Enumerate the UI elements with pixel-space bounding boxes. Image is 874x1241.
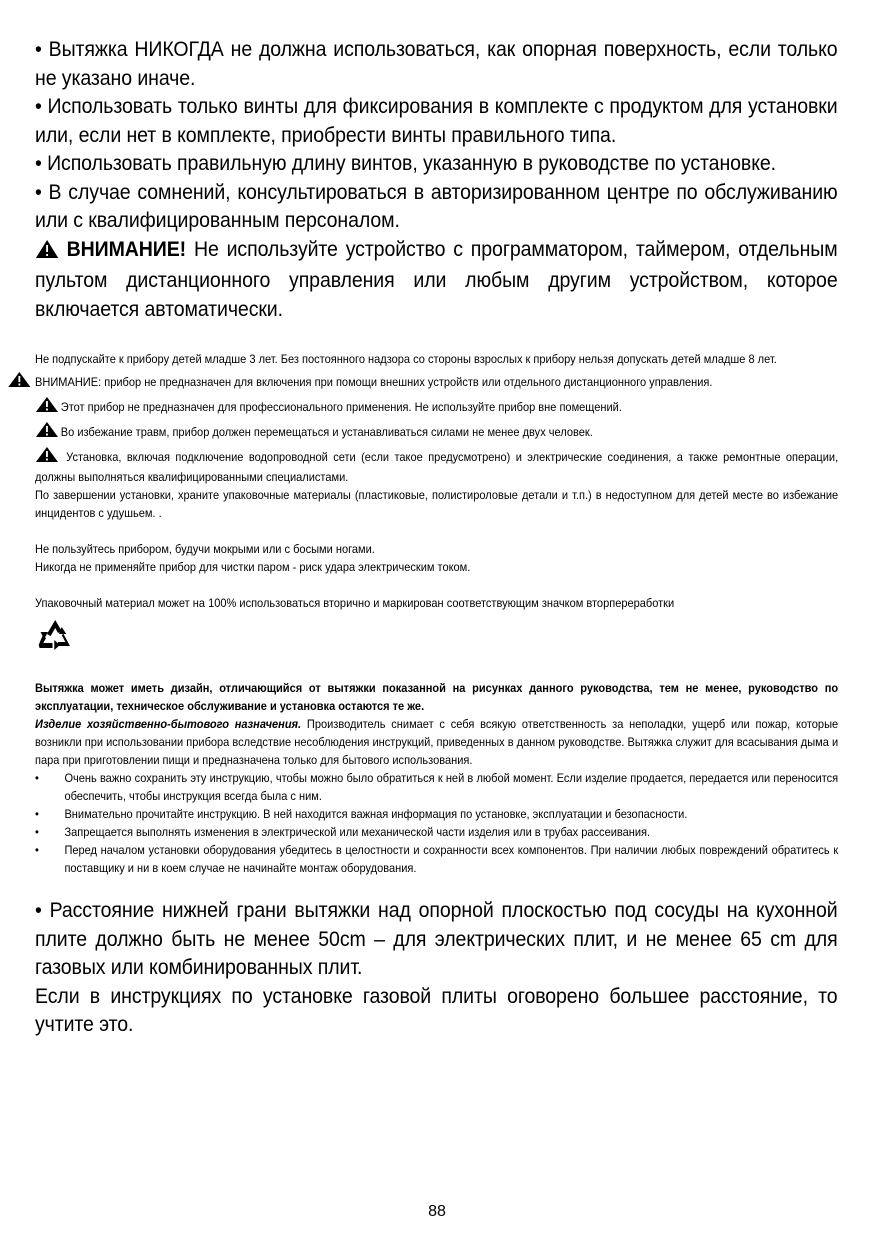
- household-purpose-note: [35, 715, 838, 769]
- warning-two-persons-text: Во избежание травм, прибор должен перемещаться и устанавливаться силами не менее двух человек.: [60, 425, 593, 439]
- main-warning: [35, 236, 838, 325]
- list-item: • Запрещается выполнять изменения в электрической или механической части изделия или в трубах рассеивания.: [35, 823, 838, 841]
- warning-two-persons: [35, 421, 838, 443]
- gas-stove-note: Если в инструкциях по установке газовой плиты оговорено большее расстояние, то учтите это.: [35, 984, 838, 1036]
- warning-triangle-icon: [35, 239, 67, 268]
- warning-qualified-installation: [35, 446, 838, 486]
- warning-triangle-icon: [35, 396, 61, 418]
- warning-text: Не используйте устройство с программатором, таймером, отдельным пультом дистанционного управления или любым другим устройством, которое включается автоматически.: [35, 237, 838, 321]
- list-item: • Перед началом установки оборудования убедитесь в целостности и сохранности всех компонентов. При наличии любых повреждений обратитесь к поставщику и ни в коем случае не начинайте монтаж оборудования.: [35, 841, 838, 877]
- warning-qualified-installation-text: Установка, включая подключение водопроводной сети (если такое предусмотрено) и электрические соединения, а также ремонтные операции, должны выполняться квалифицированными специалистами.: [35, 450, 839, 484]
- consult-service-note: • В случае сомнений, консультироваться в авторизированном центре по обслуживанию или с квалифицированным персоналом.: [35, 180, 838, 232]
- warning-professional-use: [35, 396, 838, 418]
- page-number: 88: [428, 1203, 446, 1220]
- fixing-screws-note: • Использовать только винты для фиксирования в комплекте с продуктом для установки или, если нет в комплекте, приобрести винты правильного типа.: [35, 95, 838, 147]
- no-support-surface-note: • Вытяжка НИКОГДА не должна использоваться, как опорная поверхность, если только не указано иначе.: [35, 38, 838, 90]
- warning-external-devices: [35, 371, 838, 393]
- document-page: [35, 36, 838, 1040]
- list-item: • Очень важно сохранить эту инструкцию, чтобы можно было обратиться к ней в любой момент. Если изделие продается, передается или переносится обеспечить, чтобы инструкция всегда была с ним.: [35, 769, 838, 805]
- wet-hands-note: Не пользуйтесь прибором, будучи мокрыми или с босыми ногами.: [35, 542, 375, 556]
- household-text: Производитель снимает с себя всякую ответственность за неполадки, ущерб или пожар, которые возникли при использовании прибора вследствие несоблюдения инструкций, приведенных в данном руководстве. Вытяжка служит для всасывания дыма и пара при приготовлении пищи и предназначена только для бытового использования.: [35, 717, 839, 767]
- design-difference-note: Вытяжка может иметь дизайн, отличающийся от вытяжки показанной на рисунках данного руководства, тем не менее, руководство по эксплуатации, техническое обслуживание и установка остаются те же.: [35, 681, 839, 713]
- warning-triangle-icon: [35, 421, 61, 443]
- household-label: Изделие хозяйственно-бытового назначения.: [35, 717, 302, 731]
- children-note: Не подпускайте к прибору детей младше 3 лет. Без постоянного надзора со стороны взрослых к прибору нельзя допускать детей младше 8 лет.: [35, 352, 777, 366]
- packaging-storage-note: По завершении установки, храните упаковочные материалы (пластиковые, полистироловые детали и т.п.) в недоступном для детей месте во избежание инцидентов с удушьем. .: [35, 488, 839, 520]
- bottom-section: [35, 897, 838, 1040]
- recycle-icon: [37, 618, 838, 657]
- steam-cleaning-note: Никогда не применяйте прибор для чистки паром - риск удара электрическим током.: [35, 560, 471, 574]
- recycling-note: Упаковочный материал может на 100% использоваться вторично и маркирован соответствующим значком вторпереработки: [35, 596, 675, 610]
- list-item: • Внимательно прочитайте инструкцию. В ней находится важная информация по установке, эксплуатации и безопасности.: [35, 805, 838, 823]
- top-section: [35, 36, 838, 324]
- instruction-bullets: [35, 769, 838, 877]
- warning-label: ВНИМАНИЕ!: [66, 237, 187, 261]
- screw-length-note: • Использовать правильную длину винтов, указанную в руководстве по установке.: [35, 152, 776, 175]
- warning-external-devices-text: ВНИМАНИЕ: прибор не предназначен для включения при помощи внешних устройств или отдельного дистанционного управления.: [35, 375, 713, 389]
- distance-note: • Расстояние нижней грани вытяжки над опорной плоскостью под сосуды на кухонной плите должно быть не менее 50cm – для электрических плит, и не менее 65 cm для газовых или комбинированных плит.: [35, 899, 838, 979]
- warning-professional-use-text: Этот прибор не предназначен для профессионального применения. Не используйте прибор вне помещений.: [60, 400, 622, 414]
- safety-section: [35, 350, 838, 877]
- warning-triangle-icon: [35, 446, 61, 468]
